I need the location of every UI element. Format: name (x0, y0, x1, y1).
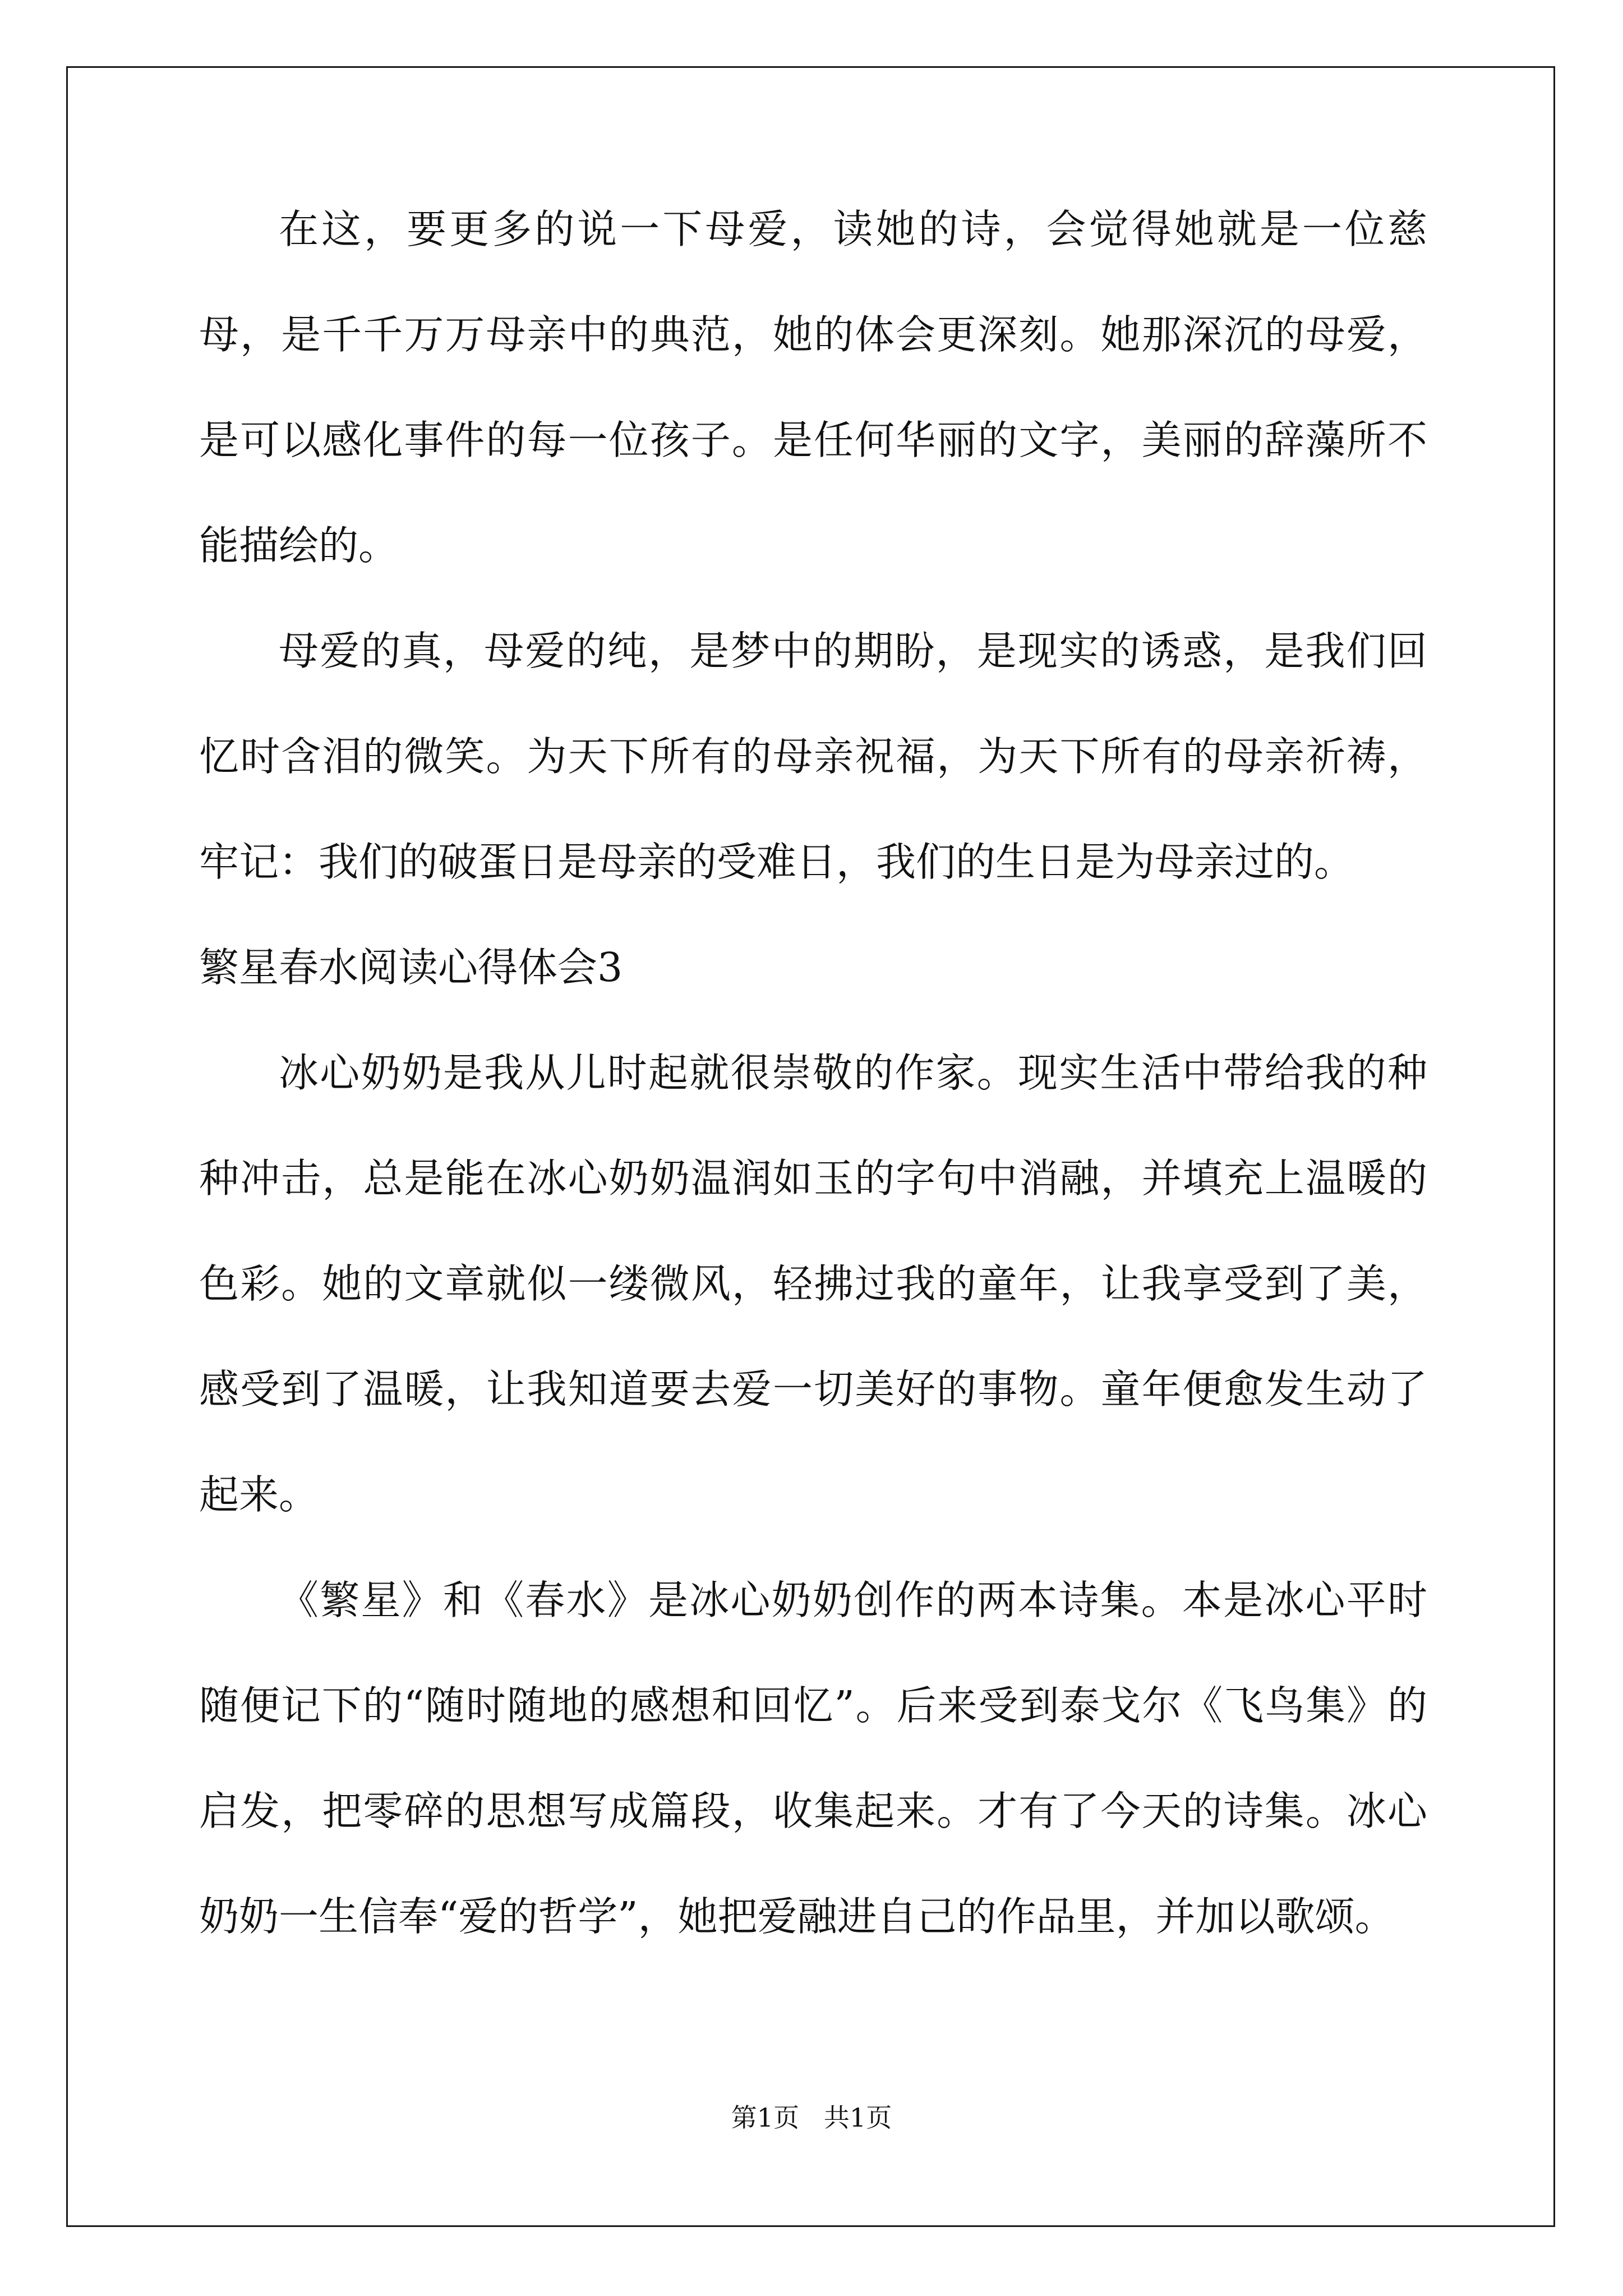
paragraph-poetry-collections: 《繁星》和《春水》是冰心奶奶创作的两本诗集。本是冰心平时随便记下的“随时随地的感想和回忆”。后来受到泰戈尔《飞鸟集》的启发，把零碎的思想写成篇段，收集起来。才有了今天的诗集。冰心奶奶一生信奉“爱的哲学”，她把爱融进自己的作品里，并加以歌颂。 (199, 1577, 1427, 1940)
paragraph-mother-love-poetry: 在这，要更多的说一下母爱，读她的诗，会觉得她就是一位慈母，是千千万万母亲中的典范，她的体会更深刻。她那深沉的母爱，是可以感化事件的每一位孩子。是任何华丽的文字，美丽的辞藻所不能描绘的。 (199, 206, 1427, 569)
page-number-footer: 第1页 共1页 (731, 2102, 892, 2133)
paragraph-mother-love-blessing: 母爱的真，母爱的纯，是梦中的期盼，是现实的诱惑，是我们回忆时含泪的微笑。为天下所有的母亲祝福，为天下所有的母亲祈祷，牢记：我们的破蛋日是母亲的受难日，我们的生日是为母亲过的。 (199, 628, 1427, 885)
paragraph-bingxin-admiration: 冰心奶奶是我从儿时起就很崇敬的作家。现实生活中带给我的种种冲击，总是能在冰心奶奶温润如玉的字句中消融，并填充上温暖的色彩。她的文章就似一缕微风，轻拂过我的童年，让我享受到了美，感受到了温暖，让我知道要去爱一切美好的事物。童年便愈发生动了起来。 (199, 1050, 1427, 1518)
section-heading: 繁星春水阅读心得体会3 (199, 944, 623, 991)
document-body (199, 177, 1427, 1970)
